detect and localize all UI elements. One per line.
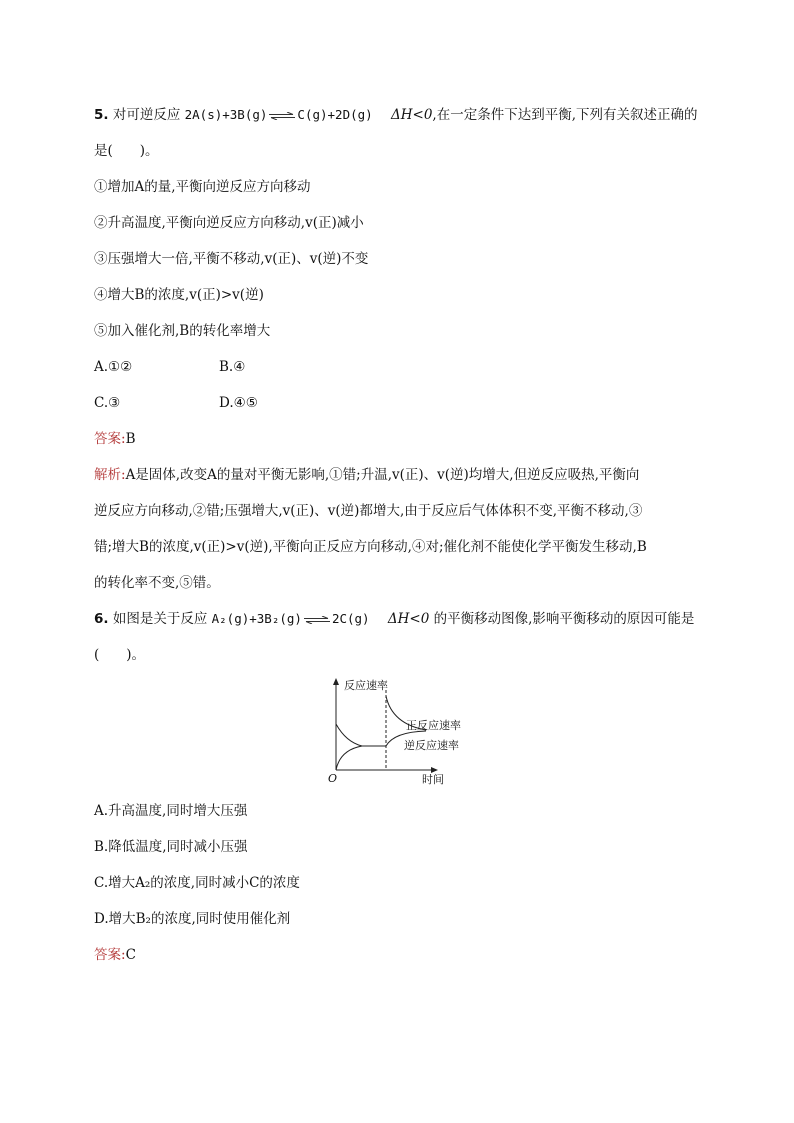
q5-delta-h: ΔH<0 <box>390 107 433 123</box>
q5-item-2: ②升高温度,平衡向逆反应方向移动,v(正)减小 <box>94 215 364 231</box>
q6-suffix: 的平衡移动图像,影响平衡移动的原因可能是 <box>433 611 695 627</box>
q5-item-3: ③压强增大一倍,平衡不移动,v(正)、v(逆)不变 <box>94 251 369 267</box>
q6-option-d: D.增大B₂的浓度,同时使用催化剂 <box>94 911 291 927</box>
q5-answer-label: 答案: <box>94 431 126 447</box>
y-axis-label: 反应速率 <box>344 679 388 692</box>
q5-analysis-line4: 的转化率不变,⑤错。 <box>94 575 220 591</box>
q6-option-a: A.升高温度,同时增大压强 <box>94 803 248 819</box>
q5-prefix: 对可逆反应 <box>112 107 181 123</box>
q6-formula-left: A₂(g)+3B₂(g) <box>211 611 302 626</box>
q5-option-b: B.④ <box>219 359 246 375</box>
q6-answer <box>94 945 136 965</box>
y-axis-arrow-icon <box>333 678 339 685</box>
q6-formula-right: 2C(g) <box>331 611 370 626</box>
q5-item-4: ④增大B的浓度,v(正)>v(逆) <box>94 287 264 303</box>
q5-stem-line1 <box>94 105 698 125</box>
q5-number: 5. <box>94 107 109 123</box>
q5-option-c: C.③ <box>94 395 121 411</box>
q6-prefix: 如图是关于反应 <box>112 611 208 627</box>
q5-analysis-line3: 错;增大B的浓度,v(正)>v(逆),平衡向正反应方向移动,④对;催化剂不能使化学平衡发生移动,B <box>94 539 647 555</box>
q6-delta-h: ΔH<0 <box>387 611 430 627</box>
reverse-rate-label: 逆反应速率 <box>404 739 459 752</box>
q5-stem-line2: 是( )。 <box>94 143 159 159</box>
q6-stem-line1 <box>94 609 694 629</box>
q5-analysis-text-1: A是固体,改变A的量对平衡无影响,①错;升温,v(正)、v(逆)均增大,但逆反应吸热,平衡向 <box>125 467 640 483</box>
q6-option-b: B.降低温度,同时减小压强 <box>94 839 248 855</box>
q6-answer-value: C <box>125 947 136 963</box>
q5-answer-value: B <box>125 431 136 447</box>
q5-formula-right: C(g)+2D(g) <box>297 107 373 122</box>
q5-answer <box>94 429 135 449</box>
q5-analysis-line2: 逆反应方向移动,②错;压强增大,v(正)、v(逆)都增大,由于反应后气体体积不变,平衡不移动,③ <box>94 503 643 519</box>
q5-analysis-label: 解析: <box>94 467 126 483</box>
q6-number: 6. <box>94 611 109 627</box>
q6-option-c: C.增大A₂的浓度,同时减小C的浓度 <box>94 875 300 891</box>
equilibrium-arrow-icon <box>304 616 330 624</box>
q5-item-5: ⑤加入催化剂,B的转化率增大 <box>94 323 271 339</box>
rate-time-figure <box>322 676 482 788</box>
forward-rate-label: 正反应速率 <box>406 719 461 732</box>
origin-label: O <box>328 772 338 785</box>
q6-stem-line2: ( )。 <box>94 647 146 663</box>
equilibrium-arrow-icon <box>269 112 295 120</box>
forward-rate-curve-initial <box>336 724 386 746</box>
q5-option-d: D.④⑤ <box>219 395 258 411</box>
q5-formula-left: 2A(s)+3B(g) <box>184 107 268 122</box>
reverse-rate-curve-initial <box>336 746 362 770</box>
q5-analysis-line1 <box>94 465 639 485</box>
q5-suffix: ,在一定条件下达到平衡,下列有关叙述正确的 <box>432 107 698 123</box>
q6-answer-label: 答案: <box>94 947 126 963</box>
x-axis-label: 时间 <box>422 773 444 786</box>
q5-option-a: A.①② <box>94 359 133 375</box>
q5-item-1: ①增加A的量,平衡向逆反应方向移动 <box>94 179 311 195</box>
